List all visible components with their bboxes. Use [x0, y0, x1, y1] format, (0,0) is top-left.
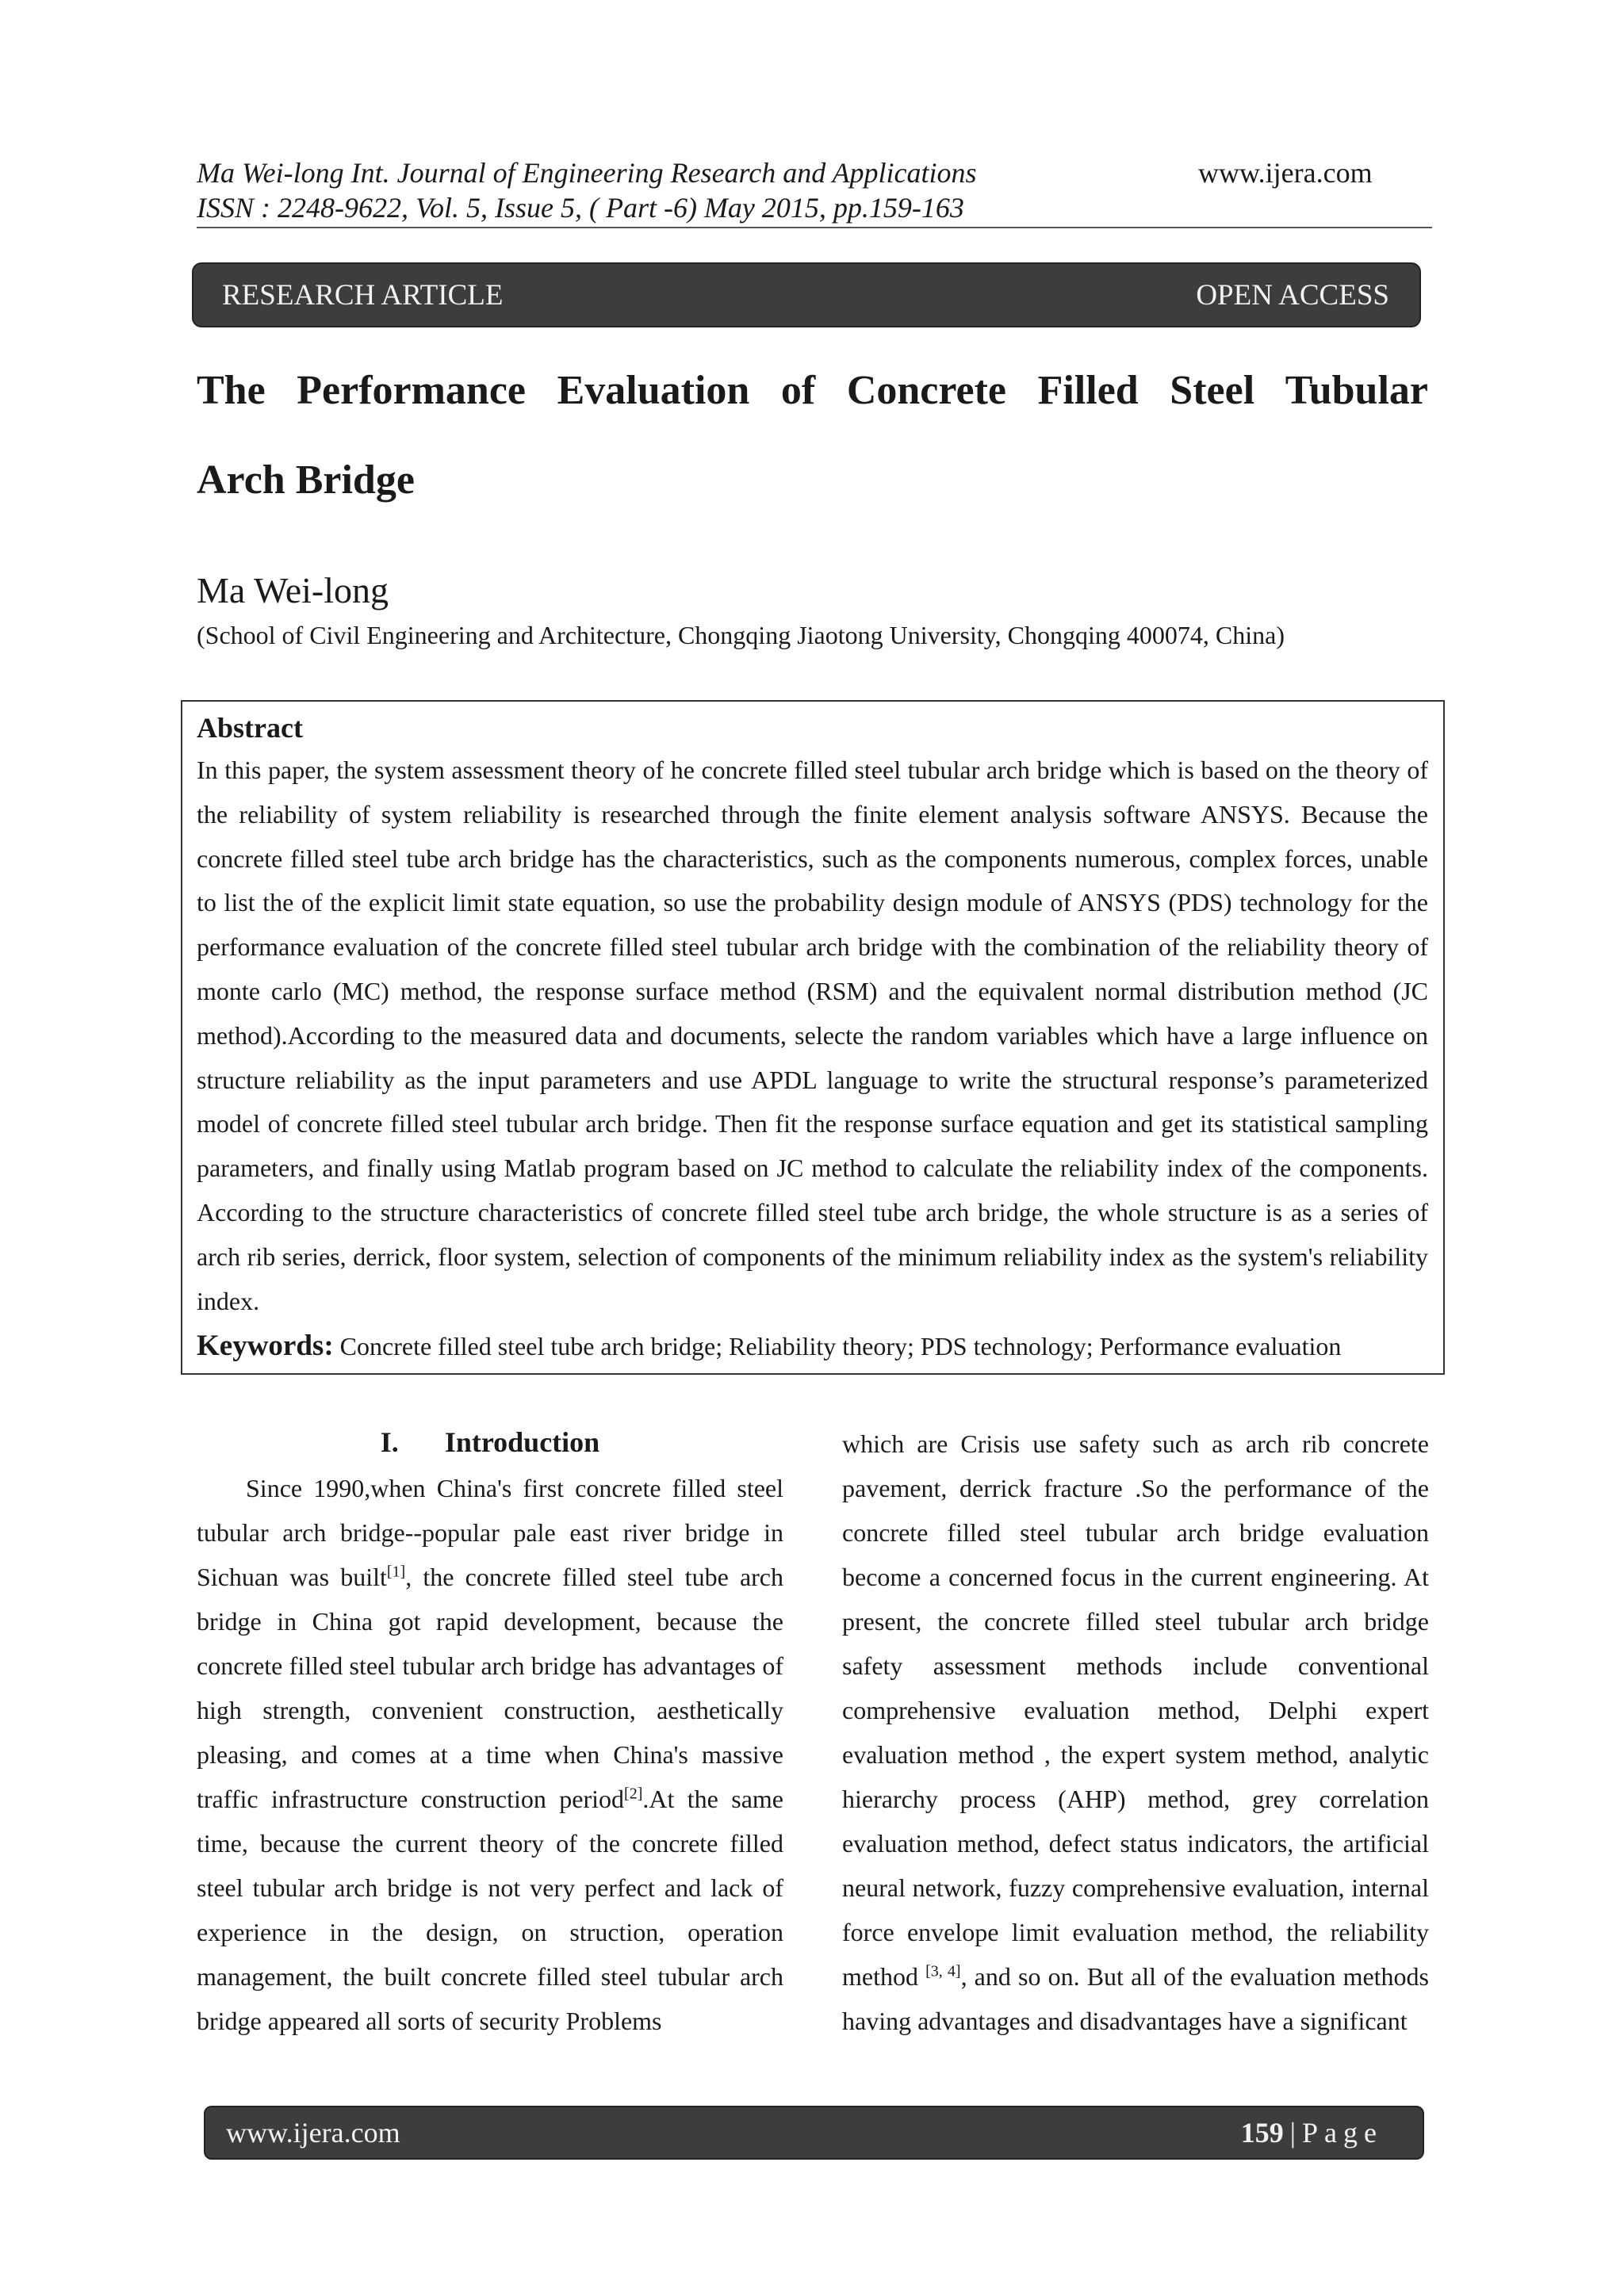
- intro-text-1: Since 1990,when China's first concrete filled steel tubular arch bridge--popular pale east river bridge in Sichuan was built: [197, 1474, 783, 1591]
- abstract-text: In this paper, the system assessment theory of he concrete filled steel tubular arch bridge which is based on the theory of the reliability of system reliability is researched through the finite element analysis software ANSYS. Because the concrete filled steel tube arch bridge has the characteristics, such as the components numerous, complex forces, unable to list the of the explicit limit state equation, so use the probability design module of ANSYS (PDS) technology for the performance evaluation of the concrete filled steel tubular arch bridge with the combination of the reliability theory of monte carlo (MC) method, the response surface method (RSM) and the equivalent normal distribution method (JC method).According to the measured data and documents, selecte the random variables which have a large influence on structure reliability as the input parameters and use APDL language to write the structural response’s parameterized model of concrete filled steel tubular arch bridge. Then fit the response surface equation and get its statistical sampling parameters, and finally using Matlab program based on JC method to calculate the reliability index of the components. According to the structure characteristics of concrete filled steel tube arch bridge, the whole structure is as a series of arch rib series, derrick, floor system, selection of components of the minimum reliability index as the system's reliability index.: [197, 756, 1428, 1315]
- citation-3-4[interactable]: [3, 4]: [925, 1962, 961, 1980]
- page-word: Page: [1302, 2117, 1383, 2149]
- intro-text-2: , the concrete filled steel tube arch bridge in China got rapid development, because the concrete filled steel tubular arch bridge has advantages of high strength, convenient construction, aesthetically pleasing, and comes at a time when China's massive traffic infrastructure construction period: [197, 1563, 784, 1813]
- page-footer: [204, 2106, 1424, 2160]
- page-indicator: [1241, 2116, 1383, 2149]
- citation-1[interactable]: [1]: [386, 1563, 406, 1581]
- author-affiliation: (School of Civil Engineering and Architecture, Chongqing Jiaotong University, Chongqing 400074, China): [197, 621, 1285, 649]
- abstract-heading: Abstract: [197, 712, 303, 744]
- keywords-label: Keywords:: [197, 1330, 334, 1362]
- intro-left-column: [197, 1466, 783, 2043]
- page-number: 159: [1240, 2117, 1284, 2149]
- intro-text-4: which are Crisis use safety such as arch rib concrete pavement, derrick fracture .So the performance of the concrete filled steel tubular arch bridge evaluation become a concerned focus in the current engineering. At present, the concrete filled steel tubular arch bridge safety assessment methods include conventional comprehensive evaluation method, Delphi expert evaluation method , the expert system method, analytic hierarchy process (AHP) method, grey correlation evaluation method, defect status indicators, the artificial neural network, fuzzy comprehensive evaluation, internal force envelope limit evaluation method, the reliability method: [842, 1429, 1429, 1991]
- research-article-label: RESEARCH ARTICLE: [222, 278, 504, 312]
- open-access-label: OPEN ACCESS: [1196, 278, 1389, 312]
- keywords-line: [197, 1329, 1434, 1364]
- paper-title-line-2: Arch Bridge: [197, 457, 415, 503]
- journal-line: Ma Wei-long Int. Journal of Engineering Research and Applications: [197, 157, 977, 189]
- article-type-banner: [192, 262, 1421, 327]
- intro-text-5: , and so on. But all of the evaluation methods having advantages and disadvantages have a significant: [842, 1962, 1430, 2035]
- section-title: Introduction: [444, 1426, 600, 1458]
- paper-title-line-1: The Performance Evaluation of Concrete Filled Steel Tubular: [197, 368, 1428, 413]
- issn-line: ISSN : 2248-9622, Vol. 5, Issue 5, ( Part -6) May 2015, pp.159-163: [197, 192, 964, 224]
- intro-text-3: .At the same time, because the current theory of the concrete filled steel tubular arch bridge is not very perfect and lack of experience in the design, on struction, operation management, the built concrete filled steel tubular arch bridge appeared all sorts of security Problems: [197, 1785, 783, 2035]
- section-heading: [197, 1424, 783, 1460]
- footer-website-link[interactable]: www.ijera.com: [226, 2117, 400, 2149]
- author-name: Ma Wei-long: [197, 570, 389, 610]
- intro-right-column: [842, 1422, 1429, 2043]
- keywords-text: Concrete filled steel tube arch bridge; Reliability theory; PDS technology; Performance evaluation: [339, 1332, 1342, 1360]
- header-divider: [197, 227, 1432, 228]
- header-website-link[interactable]: www.ijera.com: [1198, 157, 1373, 189]
- citation-2[interactable]: [2]: [624, 1785, 643, 1803]
- page-separator: |: [1289, 2117, 1297, 2149]
- section-number: I.: [380, 1426, 399, 1458]
